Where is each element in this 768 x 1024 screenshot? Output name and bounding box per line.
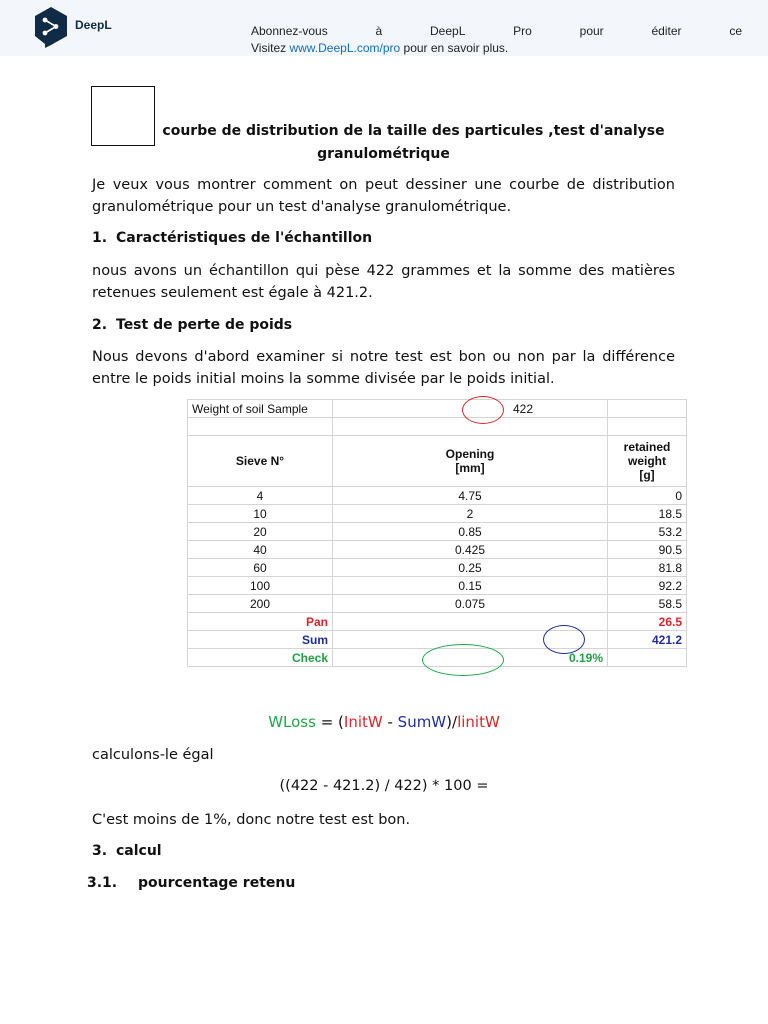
deepl-banner [0, 0, 768, 56]
column-header-retained: retained weight [g] [608, 436, 687, 487]
deepl-logo-icon[interactable] [33, 6, 69, 48]
retained-cell: 0 [608, 487, 687, 505]
retained-cell: 90.5 [608, 541, 687, 559]
title-line-1: courbe de distribution de la taille des particules ,test d'analyse [162, 123, 665, 139]
brand-name: DeepL [75, 18, 112, 32]
empty-cell [608, 400, 687, 418]
promo-suffix: pour en savoir plus. [400, 41, 509, 55]
section-number: 3. [92, 843, 108, 859]
table-row [188, 487, 687, 505]
sieve-cell: 4 [188, 487, 333, 505]
opening-cell: 0.85 [333, 523, 608, 541]
sum-value-cell: 421.2 [608, 631, 687, 649]
section-2-heading [92, 317, 292, 333]
sieve-analysis-table [187, 399, 687, 667]
promo-word: pour [579, 24, 604, 38]
formula-sumw: SumW [397, 713, 447, 731]
section-3-1-heading [87, 875, 295, 891]
intro-paragraph: Je veux vous montrer comment on peut dessiner une courbe de distribution granulométrique pour un test d'analyse granulométrique. [92, 177, 675, 215]
opening-cell: 0.425 [333, 541, 608, 559]
weight-loss-formula [0, 713, 768, 731]
formula-wloss: WLoss [268, 713, 316, 731]
pan-label-cell: Pan [188, 613, 333, 631]
table-row [188, 613, 687, 631]
section-number: 2. [92, 317, 108, 333]
section-number: 3.1. [87, 875, 118, 891]
sum-highlight-circle [543, 625, 585, 654]
sieve-cell: 40 [188, 541, 333, 559]
check-label-cell: Check [188, 649, 333, 667]
formula-initw: InitW [343, 713, 383, 731]
table-row [188, 577, 687, 595]
opening-cell: 0.15 [333, 577, 608, 595]
sieve-cell: 100 [188, 577, 333, 595]
promo-word: Abonnez-vous [251, 24, 328, 38]
retained-cell: 18.5 [608, 505, 687, 523]
table-row [188, 523, 687, 541]
section-1-heading [92, 230, 372, 246]
column-header-opening: Opening [mm] [333, 436, 608, 487]
sum-label-cell: Sum [188, 631, 333, 649]
formula-linitw: linitW [457, 713, 500, 731]
sieve-cell: 20 [188, 523, 333, 541]
table-row [188, 418, 687, 436]
promo-word: Pro [513, 24, 532, 38]
promo-line-2 [251, 41, 508, 55]
formula-div: )/ [446, 713, 458, 731]
section-title: Caractéristiques de l'échantillon [116, 230, 373, 246]
title-line-2: granulométrique [317, 146, 450, 162]
table-header-row [188, 436, 687, 487]
table-row [188, 541, 687, 559]
promo-line-1 [251, 24, 742, 38]
table-row [188, 631, 687, 649]
sieve-cell: 60 [188, 559, 333, 577]
section-title: pourcentage retenu [138, 875, 296, 891]
sieve-cell: 10 [188, 505, 333, 523]
sieve-cell: 200 [188, 595, 333, 613]
retained-cell: 53.2 [608, 523, 687, 541]
opening-cell: 4.75 [333, 487, 608, 505]
calc-intro: calculons-le égal [92, 747, 214, 763]
promo-word: ce [729, 24, 742, 38]
promo-word: à [375, 24, 383, 38]
document-title [91, 120, 676, 166]
empty-cell [188, 418, 333, 436]
conclusion-text: C'est moins de 1%, donc notre test est bon. [92, 812, 411, 828]
promo-word: DeepL [430, 24, 466, 38]
retained-cell: 58.5 [608, 595, 687, 613]
formula-eq: = ( [315, 713, 344, 731]
check-value-cell: 0.19% [333, 649, 608, 667]
calc-expression: ((422 - 421.2) / 422) * 100 = [279, 778, 489, 794]
empty-cell [608, 649, 687, 667]
section-title: calcul [116, 843, 162, 859]
empty-cell [608, 418, 687, 436]
table-row [188, 505, 687, 523]
opening-cell: 2 [333, 505, 608, 523]
section-2-paragraph: Nous devons d'abord examiner si notre test est bon ou non par la différence entre le poids initial moins la somme divisée par le poids initial. [92, 349, 675, 387]
formula-minus: - [382, 713, 398, 731]
weight-label-cell: Weight of soil Sample [188, 400, 333, 418]
section-3-heading [92, 843, 162, 859]
retained-cell: 81.8 [608, 559, 687, 577]
promo-prefix: Visitez [251, 41, 290, 55]
promo-word: éditer [651, 24, 682, 38]
document-page [0, 56, 768, 1024]
opening-cell: 0.075 [333, 595, 608, 613]
pan-value-cell: 26.5 [608, 613, 687, 631]
weight-value-cell: 422 [333, 400, 608, 418]
opening-cell: 0.25 [333, 559, 608, 577]
table-row [188, 595, 687, 613]
check-highlight-circle [422, 644, 504, 676]
retained-cell: 92.2 [608, 577, 687, 595]
table-row [188, 559, 687, 577]
section-number: 1. [92, 230, 108, 246]
deepl-pro-link[interactable]: www.DeepL.com/pro [289, 41, 401, 55]
section-1-paragraph: nous avons un échantillon qui pèse 422 grammes et la somme des matières retenues seulement est égale à 421.2. [92, 263, 675, 301]
column-header-sieve: Sieve N° [188, 436, 333, 487]
section-title: Test de perte de poids [116, 317, 293, 333]
weight-highlight-circle [462, 396, 504, 424]
table-row [188, 400, 687, 418]
